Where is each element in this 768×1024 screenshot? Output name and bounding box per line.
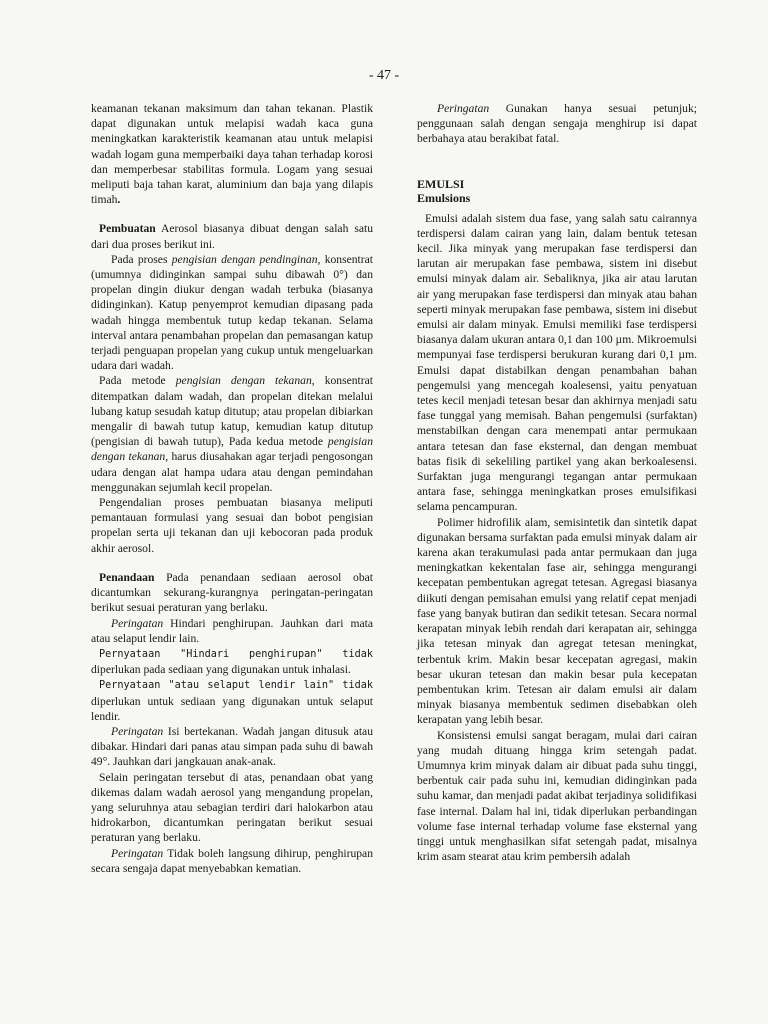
warning-pressurized: Peringatan Isi bertekanan. Wadah jangan ditusuk atau dibakar. Hindari dari panas atau simpan pada suhu di bawah 49°. Jauhkan dari jangkauan anak-anak.: [91, 724, 373, 769]
paragraph-manufacturing: Pembuatan Aerosol biasanya dibuat dengan salah satu dari dua proses berikut ini.: [91, 222, 373, 251]
left-column: [91, 101, 373, 876]
paragraph-consistency: Konsistensi emulsi sangat beragam, mulai dari cairan yang mudah dituang hingga krim setengah padat. Umumnya krim minyak dalam air dibuat pada suhu tinggi, berbentuk cair pada suhu ini, kemudian didinginkan pada suhu kamar, dan menjadi padat akibat terjadinya solidifikasi fase internal. Dalam hal ini, tidak diperlukan perbandingan volume fase internal terhadap volume fase eksternal yang tinggi untuk menghasilkan sifat setengah padat, misalnya krim asam stearat atau krim pembersih adalah: [417, 728, 697, 864]
statement-inhalation: Pernyataan "Hindari penghirupan" tidak diperlukan pada sediaan yang digunakan untuk inhalasi.: [91, 648, 373, 677]
section-label-pembuatan: Pembuatan: [99, 222, 156, 236]
paragraph-cold-filling: Pada proses pengisian dengan pendinginan, konsentrat (umumnya didinginkan sampai suhu dibawah 0°) dan propelan dingin diukur dengan wadah terbuka (biasanya didinginkan). Katup penyemprot kemudian dipasang pada wadah hingga membentuk tutup kedap tekanan. Selama interval antara penambahan propelan dan pemasangan katup terjadi penguapan propelan yang cukup untuk mengeluarkan udara dari wadah.: [91, 252, 373, 373]
warning-fatal-inhalation: Peringatan Tidak boleh langsung dihirup, penghirupan secara sengaja dapat menyebabkan kematian.: [91, 846, 373, 875]
paragraph-process-control: Pengendalian proses pembuatan biasanya meliputi pemantauan formulasi yang sesuai dan bobot pengisian propelan serta uji tekanan dan uji kebocoran pada produk akhir aerosol.: [91, 496, 373, 555]
section-subheading-emulsions: Emulsions: [417, 190, 471, 205]
paragraph-pressure-filling: Pada metode pengisian dengan tekanan, konsentrat ditempatkan dalam wadah, dan propelan ditekan melalui lubang katup sesudah katup ditutup; atau propelan dibiarkan mengalir di bawah tutup katup, kemudian katup ditutup (pengisian di bawah tutup), Pada kedua metode pengisian dengan tekanan, harus diusahakan agar terjadi pengosongan udara dengan alat hampa udara atau dengan pemindahan menggunakan sejumlah kecil propelan.: [91, 374, 374, 494]
paragraph-halocarbon: Selain peringatan tersebut di atas, penandaan obat yang dikemas dalam wadah aerosol yang mengandung propelan, yang seluruhnya atau sebagian terdiri dari halokarbon atau hidrokarbon, dicantumkan peringatan berikut sesuai peraturan yang berlaku.: [91, 770, 373, 845]
right-column: [417, 101, 697, 864]
section-heading-emulsi: EMULSI: [417, 176, 465, 191]
page-number: - 47 -: [368, 68, 400, 83]
warning-use-directions: Peringatan Gunakan hanya sesuai petunjuk; penggunaan salah dengan sengaja menghirup isi dapat berbahaya atau berakibat fatal.: [417, 102, 697, 146]
section-label-penandaan: Penandaan: [99, 570, 155, 584]
warning-inhalation: Peringatan Hindari penghirupan. Jauhkan dari mata atau selaput lendir lain.: [91, 616, 373, 645]
paragraph-labeling: Penandaan Pada penandaan sediaan aerosol obat dicantumkan sekurang-kurangnya peringatan-peringatan berikut sesuai peraturan yang berlaku.: [91, 570, 373, 615]
paragraph-container-materials: keamanan tekanan maksimum dan tahan tekanan. Plastik dapat digunakan untuk melapisi wadah kaca guna meningkatkan karakteristik keamanan atau untuk melapisi wadah logam guna memperbaiki daya tahan terhadap korosi dan memperbesar stabilitas formula. Logam yang sesuai meliputi baja tahan karat, aluminium dan baja yang dilapis timah.: [91, 102, 373, 207]
paragraph-emulsion-definition: Emulsi adalah sistem dua fase, yang salah satu cairannya terdispersi dalam cairan yang lain, dalam bentuk tetesan kecil. Jika minyak yang merupakan fase terdispersi dan larutan air merupakan fase pembawa, sistem ini disebut emulsi minyak dalam air. Sebaliknya, jika air atau larutan air yang merupakan fase terdispersi dan minyak atau bahan seperti minyak merupakan fase pembawa, sistem ini disebut emulsi air dalam minyak. Emulsi memiliki fase terdispersi biasanya dalam ukuran antara 0,1 dan 100 µm. Mikroemulsi mempunyai fase terdispersi berukuran kurang dari 0,1 µm. Emulsi dapat distabilkan dengan penambahan bahan pengemulsi yang mencegah koalesensi, yaitu penyatuan tetes kecil menjadi tetesan besar dan akhirnya menjadi satu fase tunggal yang memisah. Bahan pengemulsi (surfaktan) menstabilkan dengan cara menempati antar permukaan antara tetesan dan fase eksternal, dan dengan membuat batas fisik di sekeliling partikel yang akan berkoalesensi. Surfaktan juga mengurangi tegangan antar permukaan antara fase, sehingga meningkatkan proses emulsifikasi selama pencampuran.: [417, 211, 697, 514]
paragraph-hydrophilic-polymers: Polimer hidrofilik alam, semisintetik dan sintetik dapat digunakan bersama surfaktan pada emulsi minyak dalam air karena akan terakumulasi pada antar permukaan dan juga meningkatkan kekentalan fase air, sehingga mengurangi kecepatan pembentukan agregat tetesan. Agregasi biasanya diikuti dengan pemisahan emulsi yang relatif cepat menjadi fase yang banyak butiran dan sedikit tetesan. Secara normal kerapatan minyak lebih rendah dari kerapatan air, sehingga jika tetesan minyak dan agregat tetesan meningkat, terbentuk krim. Makin besar kecepatan agregasi, makin besar ukuran tetesan dan makin besar pula kecepatan pembentukan krim. Tetesan air dalam emulsi air dalam minyak biasanya membentuk sedimen disebabkan oleh kerapatan yang lebih besar.: [417, 515, 697, 727]
statement-mucous-membrane: Pernyataan "atau selaput lendir lain" tidak diperlukan untuk sediaan yang digunakan untuk selaput lendir.: [91, 680, 373, 723]
